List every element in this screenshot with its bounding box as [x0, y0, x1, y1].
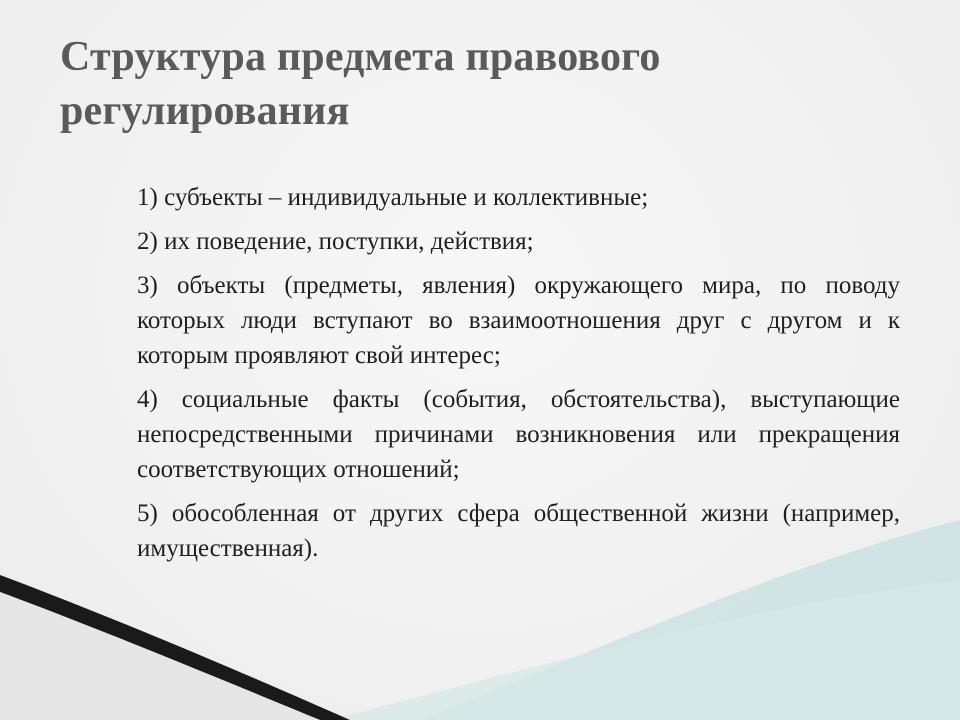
list-item: 4) социальные факты (события, обстоятельства), выступающие непосредственными причинами возникновения или прекращения соответствующих отношений; — [137, 386, 900, 483]
gray-swoosh-shape — [0, 592, 320, 720]
list-item: 1) субъекты – индивидуальные и коллективные; — [137, 184, 649, 211]
list-item: 3) объекты (предметы, явления) окружающего мира, по поводу которых люди вступают во взаимоотношения друг с другом и к которым проявляют свой интерес; — [137, 272, 900, 369]
light-swoosh-shape — [330, 580, 960, 720]
list-item: 2) их поведение, поступки, действия; — [137, 228, 534, 255]
list-item: 5) обособленная от других сфера общественной жизни (например, имущественная). — [137, 500, 900, 562]
content-list — [137, 180, 900, 575]
slide-title: Структура предмета правового регулирования — [60, 34, 661, 134]
